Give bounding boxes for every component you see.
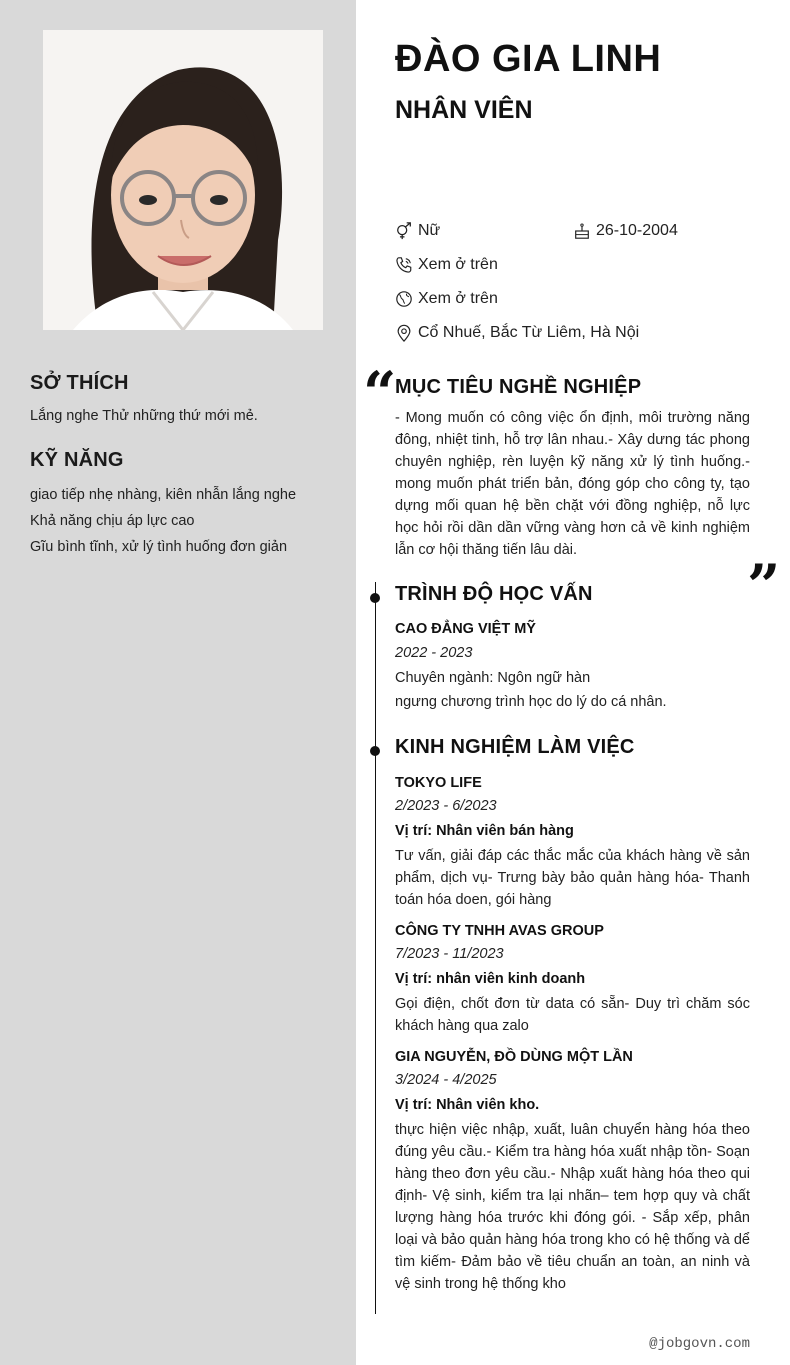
- job-position: Vị trí: Nhân viên bán hàng: [395, 823, 574, 839]
- job-period: 7/2023 - 11/2023: [395, 946, 504, 962]
- education-note: ngưng chương trình học do lý do cá nhân.: [395, 694, 667, 710]
- phone-value: Xem ở trên: [418, 256, 498, 273]
- experience-title: KINH NGHIỆM LÀM VIỆC: [395, 736, 635, 758]
- job-period: 3/2024 - 4/2025: [395, 1072, 497, 1088]
- job-description: Gọi điện, chốt đơn từ data có sẵn- Duy trì chăm sóc khách hàng qua zalo: [395, 996, 750, 1034]
- profile-photo: [43, 30, 323, 330]
- globe-icon: [394, 289, 414, 309]
- job-company: TOKYO LIFE: [395, 775, 482, 791]
- job-position: Vị trí: Nhân viên kho.: [395, 1097, 540, 1113]
- education-school: CAO ĐẲNG VIỆT MỸ: [395, 621, 536, 637]
- phone-field: [394, 255, 498, 275]
- job-description: Tư vấn, giải đáp các thắc mắc của khách hàng về sản phẩm, dịch vụ- Trưng bày bảo quản hàng hóa- Thanh toán hóa doen, gói hàng: [395, 848, 750, 908]
- skill-item: Gĩu bình tĩnh, xử lý tình huống đơn giản: [30, 539, 288, 555]
- hobbies-text: Lắng nghe Thử những thứ mới mẻ.: [30, 408, 258, 424]
- cake-icon: [572, 221, 592, 241]
- birthdate-value: 26-10-2004: [596, 222, 678, 239]
- skill-item: giao tiếp nhẹ nhàng, kiên nhẫn lắng nghe: [30, 487, 297, 503]
- website-field: [394, 289, 498, 309]
- job-position: Vị trí: nhân viên kinh doanh: [395, 971, 586, 987]
- skills-title: KỸ NĂNG: [30, 449, 124, 471]
- education-title: TRÌNH ĐỘ HỌC VẤN: [395, 583, 593, 605]
- close-quote-icon: ”: [747, 552, 781, 620]
- job-description: thực hiện việc nhập, xuất, luân chuyển hàng hóa theo đúng yêu cầu.- Kiểm tra hàng hóa xuất nhập tồn- Soạn hàng theo đơn yêu cầu.- Nhập xuất hàng hóa theo qui định- Vệ sinh, kiểm tra lại nhãn– tem hợp quy và chất lượng hàng hóa trước khi đóng gói. - Sắp xếp, phân loại và bảo quản hàng hóa trong kho có hệ thống và dể tìm kiếm- Đảm bảo về tiêu chuẩn an toàn, an ninh và vệ sinh trong hệ thống kho: [395, 1122, 750, 1292]
- timeline-line: [375, 582, 376, 1314]
- hobbies-title: SỞ THÍCH: [30, 372, 129, 394]
- education-major: Chuyên ngành: Ngôn ngữ hàn: [395, 670, 591, 686]
- objective-title: MỤC TIÊU NGHỀ NGHIỆP: [395, 376, 642, 398]
- objective-text: - Mong muốn có công việc ổn định, môi trường năng đông, nhiệt tinh, hỗ trợ lân nhau.- Xây dưng tác phong chuyên nghiệp, rèn luyện kỹ năng xử lý tình huống.- mong muốn phát triển bản, đóng góp cho công ty, tạo dựng mối quan hệ bền chặt với đồng nghiệp, nỗ lực học hỏi rồi dần dần vững vàng hơn cả về kinh nghiệm lẫn cơ hội thăng tiến lâu dài.: [395, 410, 750, 558]
- location-pin-icon: [394, 323, 414, 343]
- hobbies-section: [30, 372, 340, 427]
- job-company: GIA NGUYỄN, ĐỒ DÙNG MỘT LẦN: [395, 1049, 633, 1065]
- gender-field: [394, 221, 440, 241]
- candidate-role: NHÂN VIÊN: [395, 96, 533, 124]
- timeline-dot: [370, 746, 380, 756]
- footer-watermark: @jobgovn.com: [649, 1336, 750, 1352]
- candidate-name: ĐÀO GIA LINH: [395, 38, 662, 80]
- birthdate-field: [572, 221, 678, 241]
- job-company: CÔNG TY TNHH AVAS GROUP: [395, 923, 604, 939]
- education-period: 2022 - 2023: [395, 645, 473, 661]
- gender-value: Nữ: [418, 222, 441, 239]
- sidebar: [0, 0, 356, 1365]
- job-period: 2/2023 - 6/2023: [395, 798, 497, 814]
- gender-icon: [394, 221, 414, 241]
- skills-section: [30, 449, 340, 560]
- portrait-image: [43, 30, 323, 330]
- website-value: Xem ở trên: [418, 290, 498, 307]
- address-field: [394, 323, 639, 343]
- phone-icon: [394, 255, 414, 275]
- open-quote-icon: “: [363, 359, 397, 427]
- timeline-dot: [370, 593, 380, 603]
- skill-item: Khả năng chịu áp lực cao: [30, 513, 195, 529]
- address-value: Cổ Nhuế, Bắc Từ Liêm, Hà Nội: [418, 324, 640, 341]
